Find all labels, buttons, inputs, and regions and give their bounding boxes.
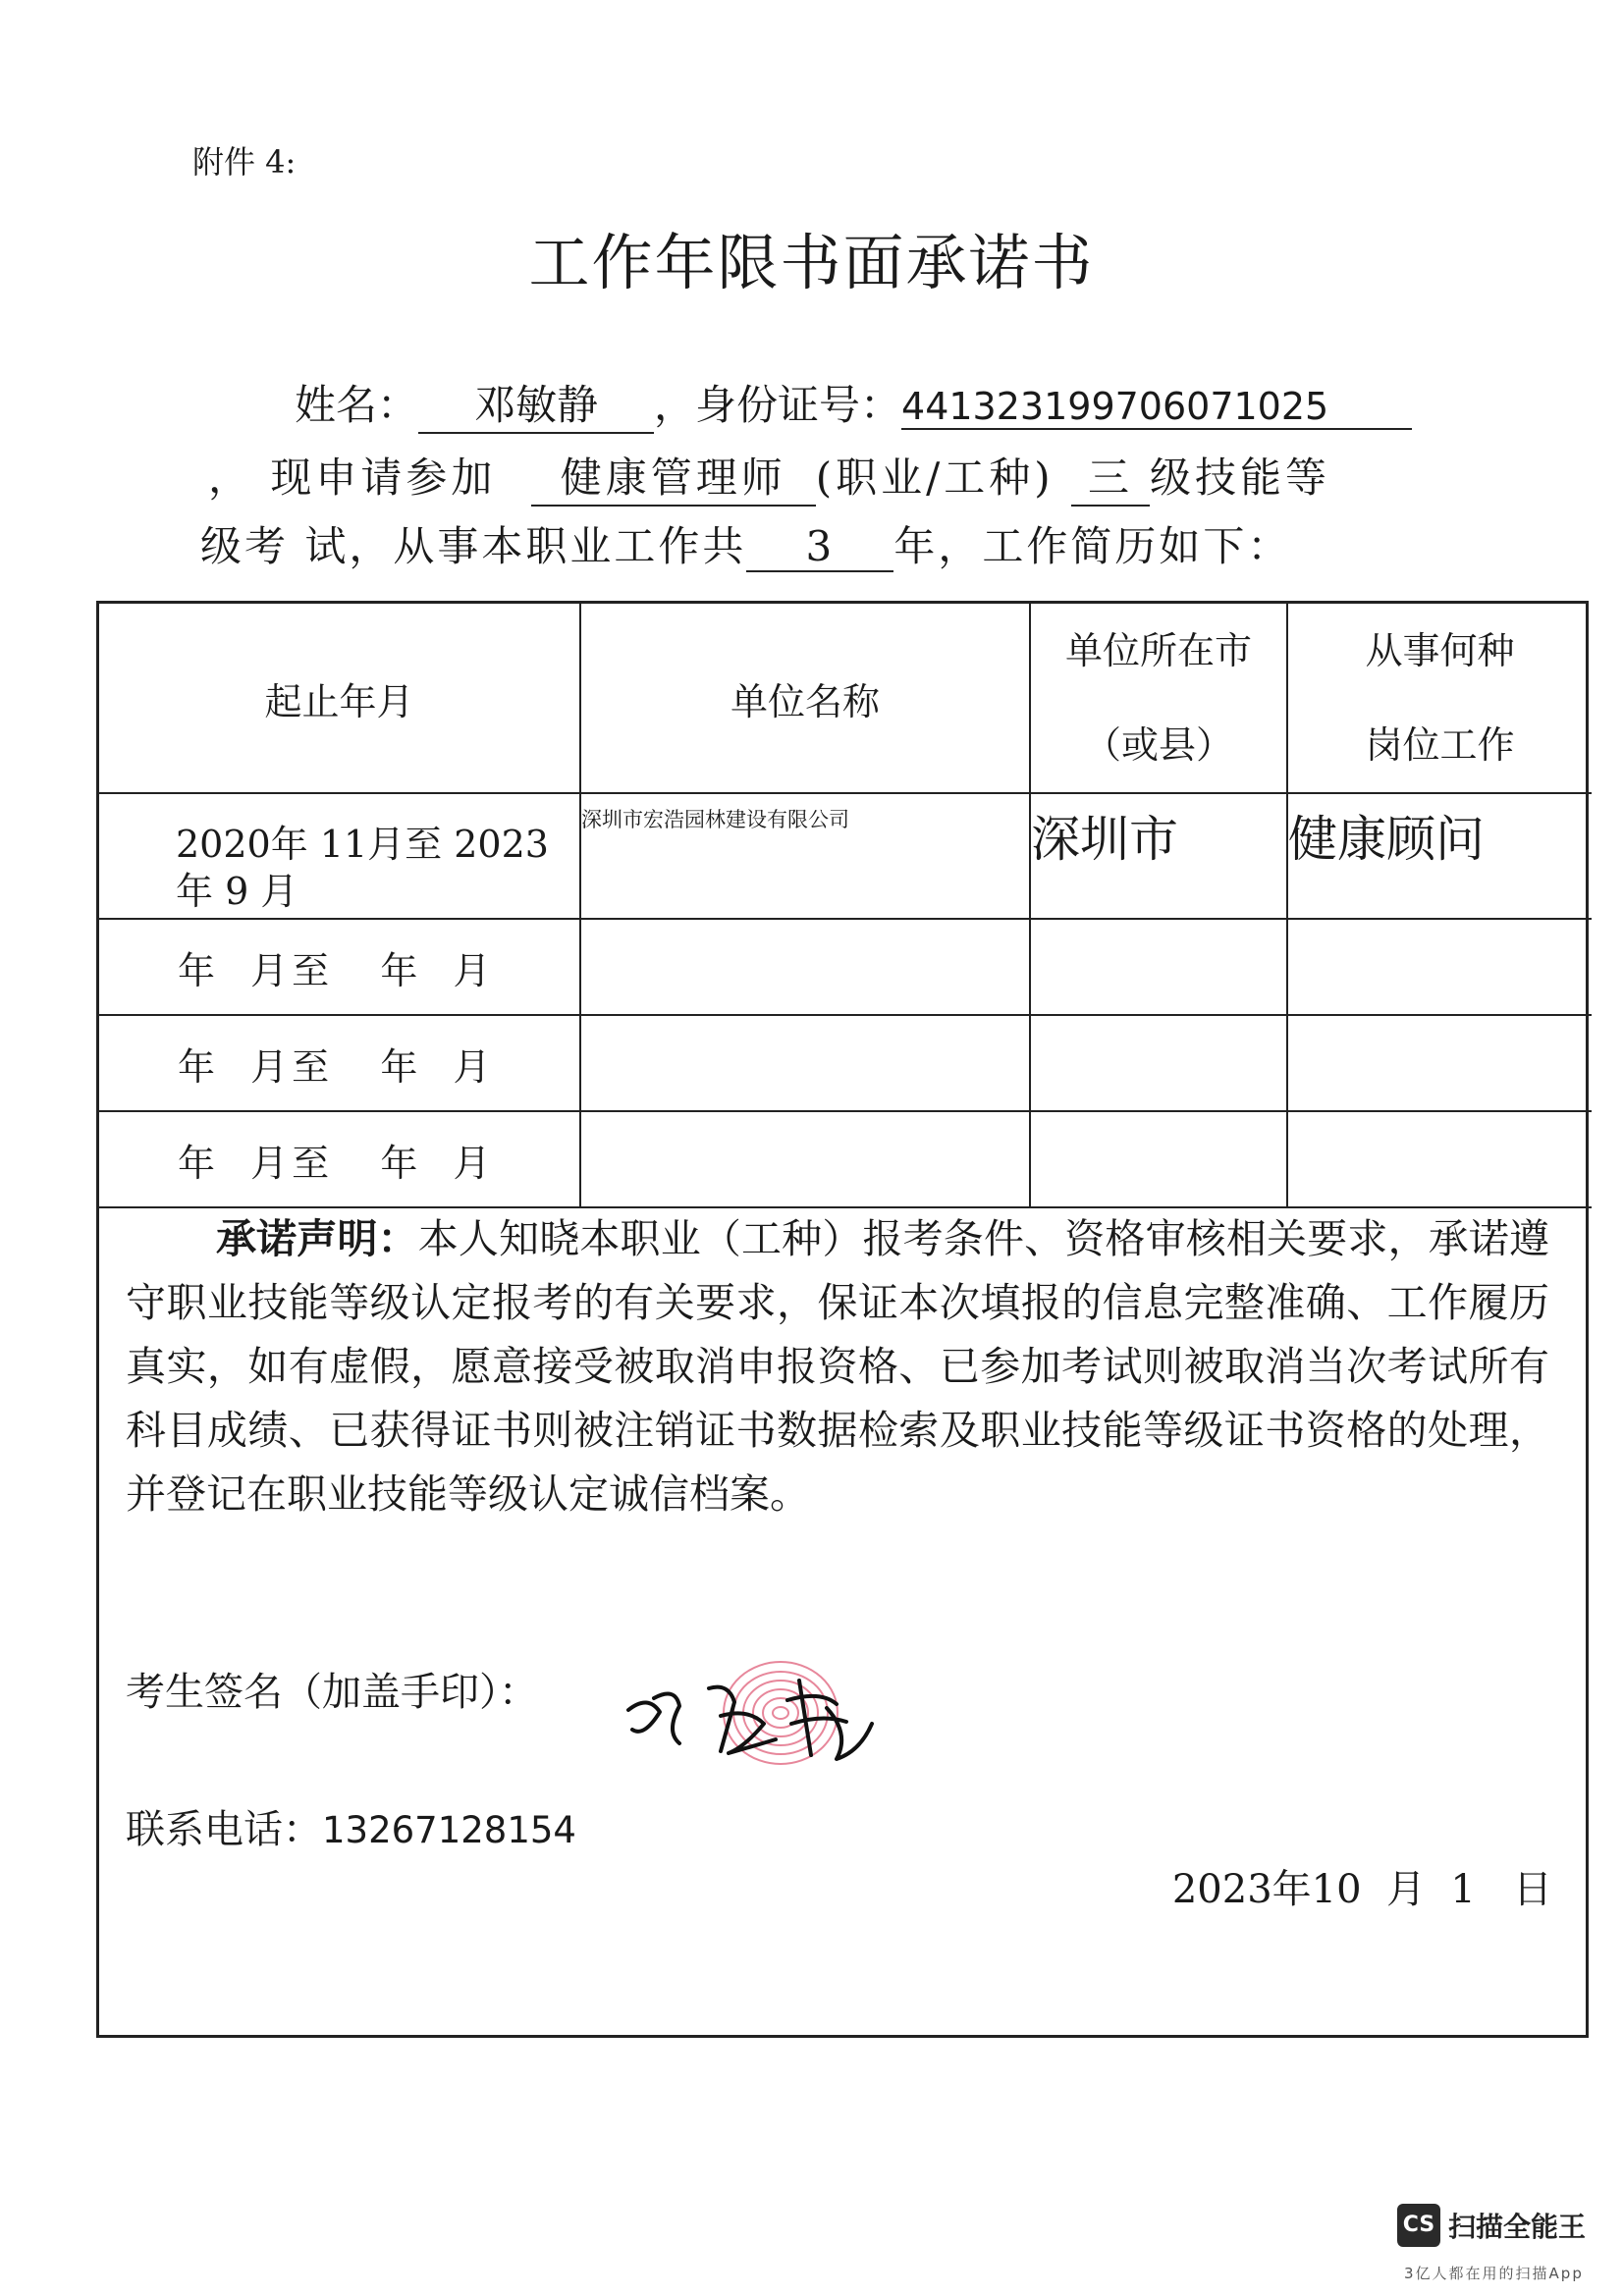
table-row <box>99 793 1592 919</box>
period-cell: 年 月至 年 月 <box>99 1111 580 1207</box>
id-number-value: 441323199706071025 <box>901 385 1412 430</box>
city-cell <box>1030 919 1287 1015</box>
scanner-name: 扫描全能王 <box>1448 2211 1587 2243</box>
header-city <box>1030 604 1287 793</box>
apply-prefix: ， 现申请参加 <box>208 454 497 502</box>
city-cell: 深圳市 <box>1030 793 1287 919</box>
phone-label: 联系电话： <box>126 1807 322 1852</box>
company-cell <box>580 1111 1030 1207</box>
header-job <box>1287 604 1592 793</box>
name-value: 邓敏静 <box>418 373 654 434</box>
name-label: 姓名： <box>295 381 419 429</box>
work-history-table <box>99 604 1592 1208</box>
pledge-text: 本人知晓本职业（工种）报考条件、资格审核相关要求，承诺遵守职业技能等级认定报考的有关要求，保证本次填报的信息完整准确、工作履历真实，如有虚假，愿意接受被取消申报资格、已参加考试则被取消当次考试所有科目成绩、已获得证书则被注销证书数据检索及职业技能等级证书资格的处理，并登记在职业技能等级认定诚信档案。 <box>126 1215 1549 1518</box>
attachment-label: 附件 4: <box>192 143 297 181</box>
job-cell <box>1287 919 1592 1015</box>
level-value: 三 <box>1071 446 1150 507</box>
city-cell <box>1030 1111 1287 1207</box>
company-cell <box>580 1015 1030 1111</box>
job-cell <box>1287 1015 1592 1111</box>
city-cell <box>1030 1015 1287 1111</box>
header-job-line2: 岗位工作 <box>1365 723 1515 767</box>
company-cell <box>580 919 1030 1015</box>
years-value: 3 <box>746 522 893 572</box>
header-company: 单位名称 <box>580 604 1030 793</box>
header-period: 起止年月 <box>99 604 580 793</box>
scanner-tagline: 3亿人都在用的扫描App <box>1404 2265 1584 2282</box>
level-suffix: 级技能等 <box>1150 454 1331 502</box>
handwritten-signature-image <box>619 1649 884 1787</box>
phone-value: 13267128154 <box>322 1809 576 1851</box>
signature-label: 考生签名（加盖手印）： <box>126 1670 538 1715</box>
table-header-row <box>99 604 1592 793</box>
pledge-statement <box>126 1207 1549 1526</box>
id-label: ，身份证号： <box>654 381 902 429</box>
occupation-suffix: (职业/工种) <box>815 454 1055 502</box>
table-row <box>99 1015 1592 1111</box>
phone-row <box>126 1798 576 1854</box>
job-cell: 健康顾问 <box>1287 793 1592 919</box>
header-job-line1: 从事何种 <box>1365 629 1515 672</box>
applicant-line-3 <box>200 514 1291 573</box>
period-cell: 年 月至 年 月 <box>99 919 580 1015</box>
page-title: 工作年限书面承诺书 <box>528 227 1095 298</box>
job-cell <box>1287 1111 1592 1207</box>
company-cell: 深圳市宏浩园林建设有限公司 <box>580 793 1030 919</box>
header-city-line2: （或县） <box>1083 723 1233 767</box>
occupation-value: 健康管理师 <box>531 446 816 507</box>
exam-suffix: 年，工作简历如下： <box>893 522 1292 570</box>
period-cell: 年 月至 年 月 <box>99 1015 580 1111</box>
signature-strokes <box>628 1681 872 1759</box>
pledge-label: 承诺声明： <box>216 1215 418 1262</box>
table-row <box>99 1111 1592 1207</box>
period-line-1: 2020年 11月至 2023 <box>176 823 549 866</box>
exam-prefix: 级考 试，从事本职业工作共 <box>200 522 747 570</box>
scanner-watermark <box>1397 2204 1586 2247</box>
sign-date: 2023年10 月 1 日 <box>1171 1867 1552 1912</box>
applicant-line-2 <box>208 446 1330 507</box>
applicant-line-1 <box>295 373 1412 434</box>
table-row <box>99 919 1592 1015</box>
period-cell <box>99 793 580 919</box>
period-line-2: 年 9 月 <box>176 870 298 913</box>
header-city-line1: 单位所在市 <box>1064 629 1252 672</box>
camscanner-logo-icon: CS <box>1397 2204 1440 2247</box>
